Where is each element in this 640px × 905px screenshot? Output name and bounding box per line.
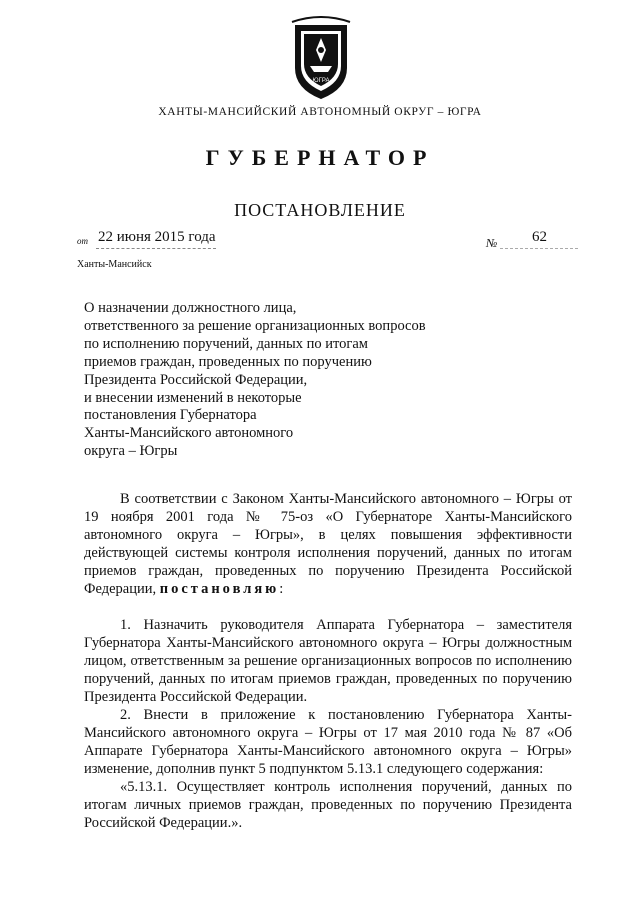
subject-line: постановления Губернатора [84, 407, 257, 424]
item-2-paragraph: 2. Внести в приложение к постановлению Губернатора Ханты-Мансийского автономного округа – Югры от 17 мая 2010 года № 87 «Об Аппарате Губернатора Ханты-Мансийского автономного округа – Югры» изменение, дополнив пункт 5 подпунктом 5.13.1 следующего содержания: [84, 707, 572, 777]
subject-line: Ханты-Мансийского автономного [84, 425, 294, 442]
subject-line: Президента Российской Федерации, [84, 371, 308, 388]
subject-line: О назначении должностного лица, [84, 300, 297, 316]
region-name: ХАНТЫ-МАНСИЙСКИЙ АВТОНОМНЫЙ ОКРУГ – ЮГРА [158, 106, 482, 118]
preamble-paragraph [84, 490, 572, 598]
document-city: Ханты-Мансийск [77, 259, 152, 270]
item-1-paragraph: 1. Назначить руководителя Аппарата Губернатора – заместителя Губернатора Ханты-Мансийского автономного округа – Югры должностным лицом, ответственным за решение организационных вопросов по исполнению поручений, данных по итогам приемов граждан, проведенных по поручению Президента Российской Федерации. [84, 617, 572, 705]
document-number: 62 [532, 229, 547, 245]
document-subject [84, 300, 504, 461]
document-date: 22 июня 2015 года [98, 229, 216, 245]
decree-word: постановляю [159, 581, 280, 597]
document-body [84, 490, 572, 832]
document-type: ПОСТАНОВЛЕНИЕ [234, 200, 406, 220]
subject-line: приемов граждан, проведенных по поручению [84, 353, 372, 370]
number-underline [500, 248, 578, 249]
date-prefix: от [77, 236, 88, 246]
subject-line: и внесении изменений в некоторые [84, 389, 302, 406]
decree-colon: : [279, 581, 284, 597]
number-prefix: № [486, 236, 498, 250]
subject-line: по исполнению поручений, данных по итогам [84, 335, 368, 352]
emblem-text: ЮГРА [312, 78, 330, 84]
coat-of-arms-emblem [288, 16, 354, 102]
issuer-title: ГУБЕРНАТОР [205, 145, 435, 170]
date-underline [96, 248, 216, 249]
subject-line: ответственного за решение организационных вопросов [84, 317, 426, 334]
item-2-quote-paragraph: «5.13.1. Осуществляет контроль исполнения поручений, данных по итогам личных приемов граждан, проведенных по поручению Президента Российской Федерации.». [84, 779, 572, 831]
preamble-text: В соответствии с Законом Ханты-Мансийского автономного – Югры от 19 ноября 2001 года № 75-оз «О Губернаторе Ханты-Мансийского автономного округа – Югры», в целях повышения эффективности действующей системы контроля исполнения поручений, данных по итогам приемов граждан, проведенных по поручению Президента Российской Федерации, [84, 491, 572, 597]
subject-line: округа – Югры [84, 443, 178, 460]
